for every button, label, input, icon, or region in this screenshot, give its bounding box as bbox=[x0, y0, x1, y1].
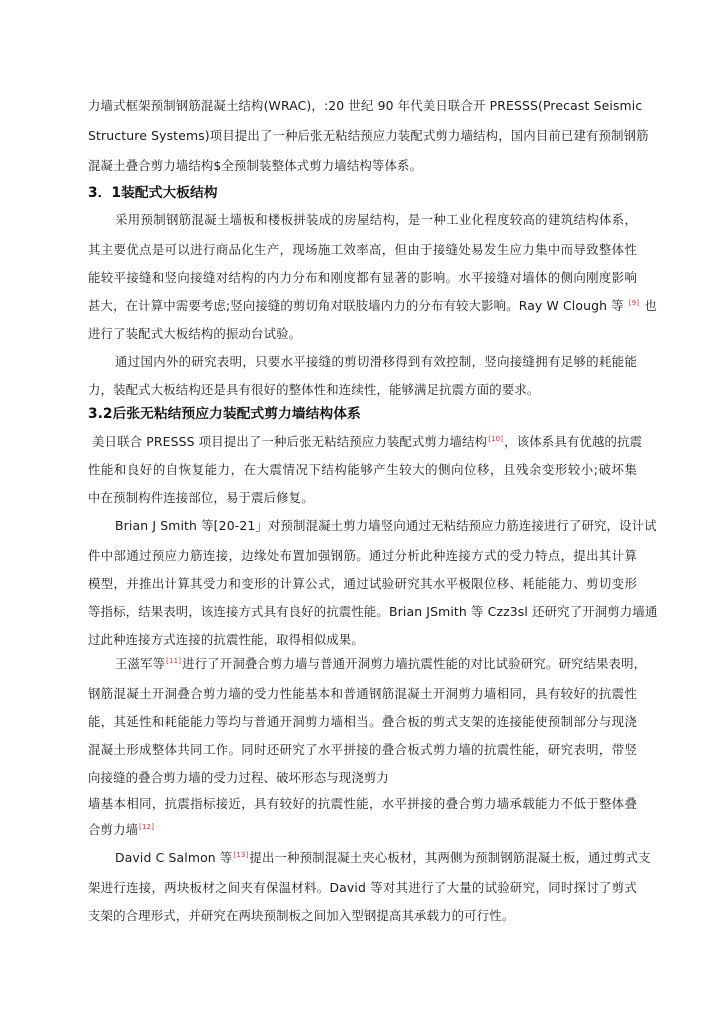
paragraph-line: 钢筋混凝土开洞叠合剪力墙的受力性能基本和普通钢筋混凝土开洞剪力墙相同，具有较好的抗震性 bbox=[88, 686, 637, 701]
paragraph-line: 等指标，结果表明，该连接方式具有良好的抗震性能。Brian JSmith 等 Czz3sl 还研究了开洞剪力墙通 bbox=[88, 604, 658, 619]
paragraph-text: David C Salmon 等 bbox=[115, 850, 233, 865]
paragraph-line-with-citation bbox=[92, 434, 642, 450]
paragraph-line: 能较平接缝和竖向接缝对结构的内力分布和刚度都有显著的影响。水平接缝对墙体的侧向刚度影响 bbox=[88, 270, 637, 285]
paragraph-line: 进行了装配式大板结构的振动台试验。 bbox=[88, 326, 302, 341]
citation-ref: [9] bbox=[628, 299, 640, 307]
paragraph-line: 能，其延性和耗能能力等均与普通开洞剪力墙相当。叠合板的剪式支架的连接能使预制部分与现浇 bbox=[88, 714, 637, 729]
paragraph-text: 王滋军等 bbox=[115, 656, 166, 671]
section-heading-3-1: 3．1装配式大板结构 bbox=[88, 185, 218, 201]
paragraph-text: 美日联合 PRESSS 项目提出了一种后张无粘结预应力装配式剪力墙结构 bbox=[92, 434, 488, 449]
paragraph-line: 支架的合理形式，并研究在两块预制板之间加入型钢提高其承载力的可行性。 bbox=[88, 908, 515, 923]
paragraph-line: 模型，并推出计算其受力和变形的计算公式，通过试验研究其水平极限位移、耗能能力、剪切变形 bbox=[88, 576, 637, 591]
paragraph-text: 提出一种预制混凝土夹心板材，其两侧为预制钢筋混凝土板，通过剪式支 bbox=[249, 850, 651, 865]
paragraph-line: 过此种连接方式连接的抗震性能，取得相似成果。 bbox=[88, 632, 364, 647]
paragraph-line: 采用预制钢筋混凝土墙板和楼板拼装成的房屋结构，是一种工业化程度较高的建筑结构体系， bbox=[115, 212, 637, 227]
paragraph-line: 力，装配式大板结构还是具有很好的整体性和连续性，能够满足抗震方面的要求。 bbox=[88, 382, 540, 397]
citation-ref: [13] bbox=[233, 851, 249, 859]
paragraph-text: 进行了开洞叠合剪力墙与普通开洞剪力墙抗震性能的对比试验研究。研究结果表明， bbox=[182, 656, 647, 671]
paragraph-line: 向接缝的叠合剪力墙的受力过程、破坏形态与现浇剪力 bbox=[88, 770, 389, 785]
paragraph-line: 其主要优点是可以进行商品化生产，现场施工效率高，但由于接缝处易发生应力集中而导致整体性 bbox=[88, 242, 637, 257]
paragraph-line: 性能和良好的自恢复能力，在大震情况下结构能够产生较大的侧向位移，且残余变形较小;破坏集 bbox=[88, 462, 637, 477]
citation-ref: [10] bbox=[488, 435, 504, 443]
paragraph-line-with-citation bbox=[88, 298, 657, 314]
paragraph-line: Brian J Smith 等[20-21」对预制混凝土剪力墙竖向通过无粘结预应力筋连接进行了研究，设计试 bbox=[115, 518, 657, 533]
citation-ref: [11] bbox=[166, 657, 182, 665]
paragraph-line-with-citation bbox=[115, 656, 647, 672]
paragraph-text: ，该体系具有优越的抗震 bbox=[504, 434, 643, 449]
paragraph-line: 混凝土形成整体共同工作。同时还研究了水平拼接的叠合板式剪力墙的抗震性能，研究表明，带竖 bbox=[88, 742, 637, 757]
intro-line: Structure Systems)项目提出了一种后张无粘结预应力装配式剪力墙结构，国内目前已建有预制钢筋 bbox=[88, 128, 649, 143]
paragraph-line: 墙基本相同，抗震指标接近，具有较好的抗震性能，水平拼接的叠合剪力墙承载能力不低于整体叠 bbox=[88, 796, 637, 811]
paragraph-line-with-citation bbox=[88, 822, 155, 838]
paragraph-text: 甚大，在计算中需要考虑;竖向接缝的剪切角对联肢墙内力的分布有较大影响。Ray W Clough 等 bbox=[88, 298, 624, 313]
paragraph-line: 架进行连接，两块板材之间夹有保温材料。David 等对其进行了大量的试验研究，同时探讨了剪式 bbox=[88, 880, 637, 895]
citation-ref: [12] bbox=[139, 823, 155, 831]
intro-line: 混凝土叠合剪力墙结构$全预制装整体式剪力墙结构等体系。 bbox=[88, 158, 423, 173]
paragraph-line-with-citation bbox=[115, 850, 651, 866]
paragraph-line: 件中部通过预应力筋连接，边缘处布置加强钢筋。通过分析此种连接方式的受力特点，提出其计算 bbox=[88, 548, 637, 563]
paragraph-line: 中在预制构件连接部位，易于震后修复。 bbox=[88, 490, 314, 505]
paragraph-text: 也 bbox=[644, 298, 657, 313]
paragraph-text: 合剪力墙 bbox=[88, 822, 139, 837]
section-heading-3-2: 3.2后张无粘结预应力装配式剪力墙结构体系 bbox=[88, 406, 361, 422]
paragraph-line: 通过国内外的研究表明，只要水平接缝的剪切滑移得到有效控制，竖向接缝拥有足够的耗能能 bbox=[115, 354, 637, 369]
intro-line: 力墙式框架预制钢筋混凝土结构(WRAC)，:20 世纪 90 年代美日联合开 PRESSS(Precast Seismic bbox=[88, 98, 643, 113]
